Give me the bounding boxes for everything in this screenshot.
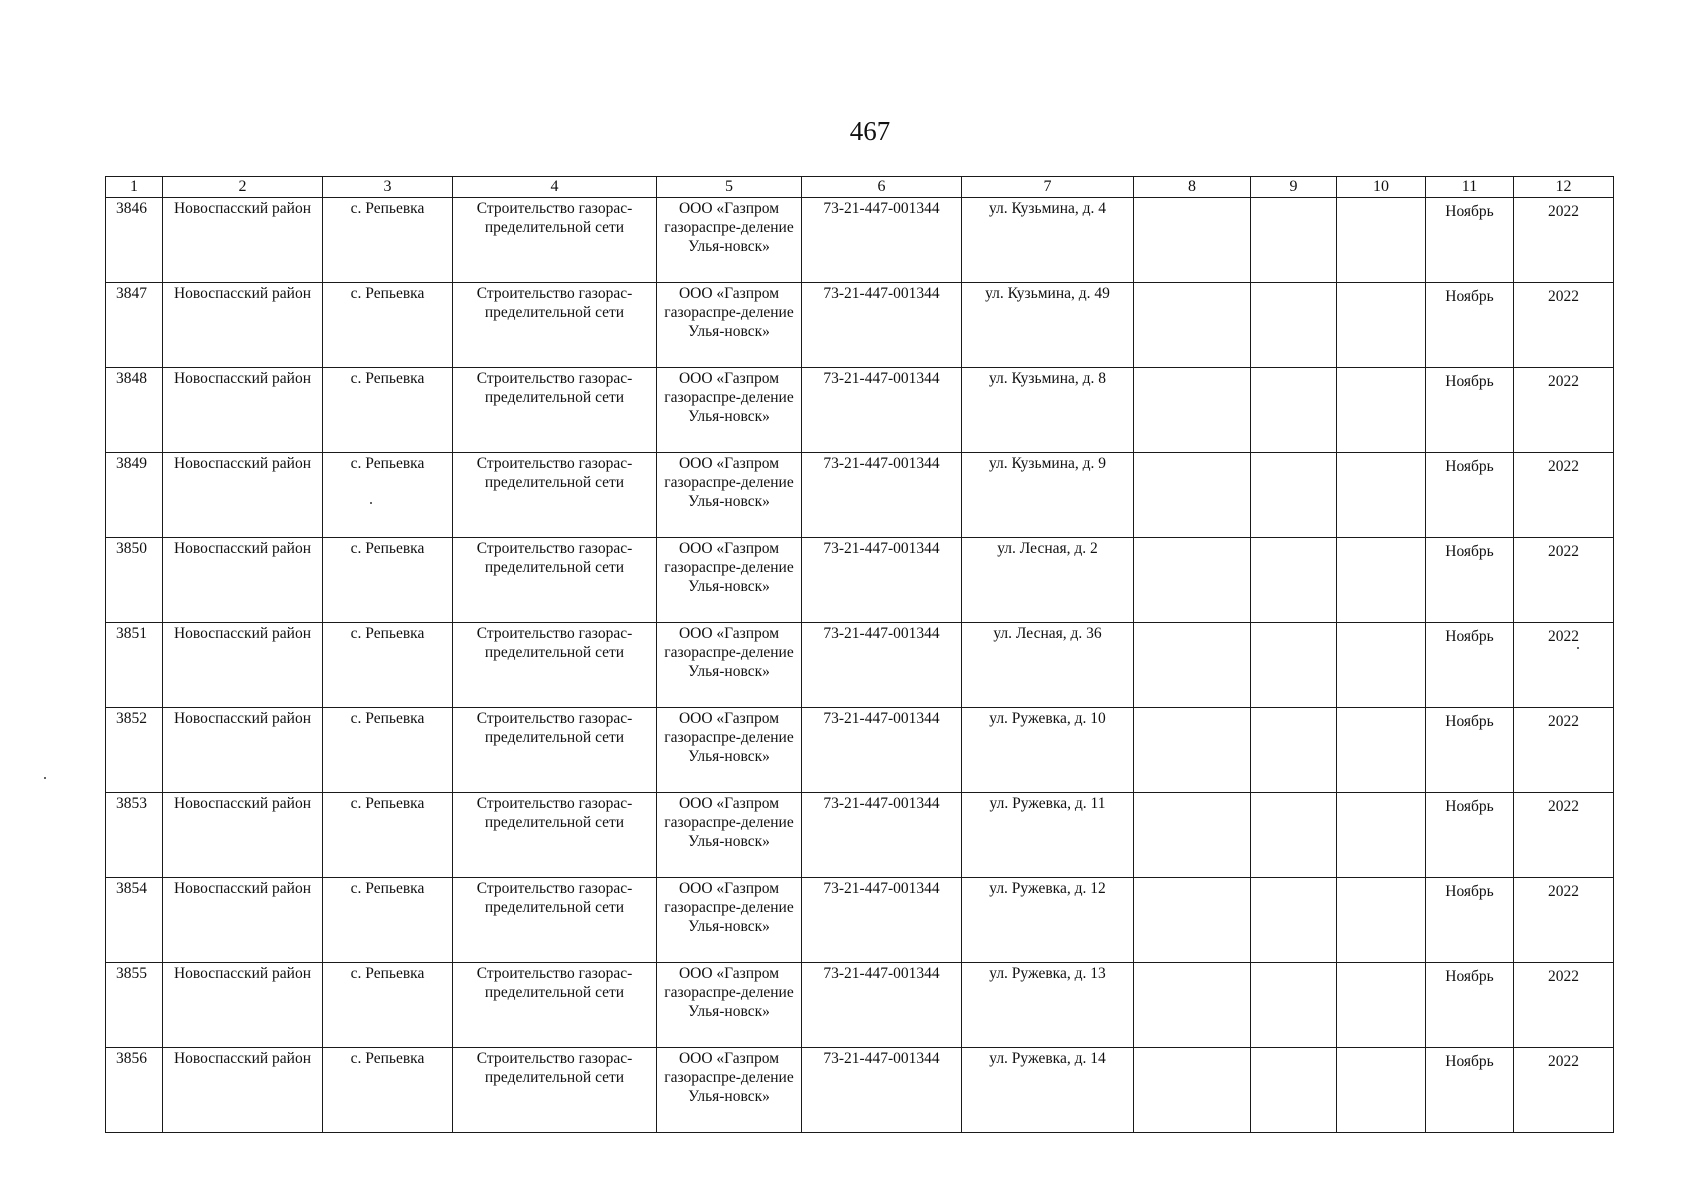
address-cell: ул. Кузьмина, д. 4: [962, 198, 1134, 283]
column-8-cell: [1134, 623, 1251, 708]
column-8-cell: [1134, 878, 1251, 963]
month-cell: Ноябрь: [1426, 963, 1514, 1048]
work-type-cell: Строительство газорас-пределительной сети: [453, 453, 657, 538]
object-code-cell: 73-21-447-001344: [802, 708, 962, 793]
district-cell: Новоспасский район: [163, 538, 323, 623]
month-cell: Ноябрь: [1426, 283, 1514, 368]
organization-cell: ООО «Газпром газораспре-деление Улья-новск»: [657, 283, 802, 368]
column-8-cell: [1134, 793, 1251, 878]
column-10-cell: [1337, 1048, 1426, 1133]
column-8-cell: [1134, 283, 1251, 368]
work-type-cell: Строительство газорас-пределительной сети: [453, 708, 657, 793]
table-row: [106, 538, 1614, 623]
month-cell: Ноябрь: [1426, 878, 1514, 963]
object-code-cell: 73-21-447-001344: [802, 623, 962, 708]
address-cell: ул. Ружевка, д. 12: [962, 878, 1134, 963]
settlement-cell: с. Репьевка: [323, 963, 453, 1048]
column-8-cell: [1134, 1048, 1251, 1133]
column-10-cell: [1337, 283, 1426, 368]
column-header-4: 4: [453, 177, 657, 198]
table-row: [106, 963, 1614, 1048]
table-row: [106, 708, 1614, 793]
column-10-cell: [1337, 878, 1426, 963]
record-number: 3855: [106, 963, 163, 1048]
table-body: [106, 198, 1614, 1133]
object-code-cell: 73-21-447-001344: [802, 368, 962, 453]
column-header-9: 9: [1251, 177, 1337, 198]
work-type-cell: Строительство газорас-пределительной сети: [453, 963, 657, 1048]
column-header-1: 1: [106, 177, 163, 198]
column-8-cell: [1134, 453, 1251, 538]
column-8-cell: [1134, 198, 1251, 283]
column-10-cell: [1337, 708, 1426, 793]
record-number: 3846: [106, 198, 163, 283]
scan-speck: [1577, 647, 1579, 649]
year-cell: 2022: [1514, 1048, 1614, 1133]
column-number-row: [106, 177, 1614, 198]
month-cell: Ноябрь: [1426, 198, 1514, 283]
settlement-cell: с. Репьевка: [323, 368, 453, 453]
column-9-cell: [1251, 368, 1337, 453]
record-number: 3853: [106, 793, 163, 878]
organization-cell: ООО «Газпром газораспре-деление Улья-новск»: [657, 708, 802, 793]
column-9-cell: [1251, 623, 1337, 708]
column-10-cell: [1337, 538, 1426, 623]
record-number: 3854: [106, 878, 163, 963]
organization-cell: ООО «Газпром газораспре-деление Улья-новск»: [657, 198, 802, 283]
organization-cell: ООО «Газпром газораспре-деление Улья-новск»: [657, 793, 802, 878]
work-type-cell: Строительство газорас-пределительной сети: [453, 623, 657, 708]
record-number: 3851: [106, 623, 163, 708]
address-cell: ул. Кузьмина, д. 9: [962, 453, 1134, 538]
column-header-5: 5: [657, 177, 802, 198]
scan-speck: [44, 777, 46, 779]
work-type-cell: Строительство газорас-пределительной сети: [453, 283, 657, 368]
district-cell: Новоспасский район: [163, 198, 323, 283]
column-10-cell: [1337, 198, 1426, 283]
district-cell: Новоспасский район: [163, 793, 323, 878]
address-cell: ул. Лесная, д. 36: [962, 623, 1134, 708]
column-9-cell: [1251, 283, 1337, 368]
column-9-cell: [1251, 963, 1337, 1048]
settlement-cell: с. Репьевка: [323, 793, 453, 878]
work-type-cell: Строительство газорас-пределительной сети: [453, 198, 657, 283]
column-9-cell: [1251, 1048, 1337, 1133]
page-number: 467: [849, 116, 891, 146]
settlement-cell: с. Репьевка: [323, 878, 453, 963]
month-cell: Ноябрь: [1426, 453, 1514, 538]
settlement-cell: с. Репьевка: [323, 538, 453, 623]
table-row: [106, 283, 1614, 368]
object-code-cell: 73-21-447-001344: [802, 283, 962, 368]
column-header-11: 11: [1426, 177, 1514, 198]
column-header-6: 6: [802, 177, 962, 198]
object-code-cell: 73-21-447-001344: [802, 878, 962, 963]
work-type-cell: Строительство газорас-пределительной сети: [453, 368, 657, 453]
year-cell: 2022: [1514, 368, 1614, 453]
object-code-cell: 73-21-447-001344: [802, 198, 962, 283]
address-cell: ул. Кузьмина, д. 49: [962, 283, 1134, 368]
address-cell: ул. Кузьмина, д. 8: [962, 368, 1134, 453]
table-row: [106, 453, 1614, 538]
object-code-cell: 73-21-447-001344: [802, 793, 962, 878]
organization-cell: ООО «Газпром газораспре-деление Улья-новск»: [657, 538, 802, 623]
organization-cell: ООО «Газпром газораспре-деление Улья-новск»: [657, 878, 802, 963]
year-cell: 2022: [1514, 793, 1614, 878]
organization-cell: ООО «Газпром газораспре-деление Улья-новск»: [657, 963, 802, 1048]
year-cell: 2022: [1514, 623, 1614, 708]
address-cell: ул. Ружевка, д. 13: [962, 963, 1134, 1048]
column-header-3: 3: [323, 177, 453, 198]
column-9-cell: [1251, 708, 1337, 793]
month-cell: Ноябрь: [1426, 368, 1514, 453]
record-number: 3852: [106, 708, 163, 793]
address-cell: ул. Ружевка, д. 11: [962, 793, 1134, 878]
column-8-cell: [1134, 708, 1251, 793]
year-cell: 2022: [1514, 538, 1614, 623]
table-row: [106, 878, 1614, 963]
record-number: 3848: [106, 368, 163, 453]
month-cell: Ноябрь: [1426, 1048, 1514, 1133]
scan-speck: [370, 502, 372, 504]
year-cell: 2022: [1514, 878, 1614, 963]
month-cell: Ноябрь: [1426, 708, 1514, 793]
column-9-cell: [1251, 198, 1337, 283]
record-number: 3856: [106, 1048, 163, 1133]
gas-network-register-table: [105, 176, 1614, 1133]
address-cell: ул. Ружевка, д. 14: [962, 1048, 1134, 1133]
column-9-cell: [1251, 793, 1337, 878]
district-cell: Новоспасский район: [163, 453, 323, 538]
work-type-cell: Строительство газорас-пределительной сети: [453, 538, 657, 623]
object-code-cell: 73-21-447-001344: [802, 1048, 962, 1133]
year-cell: 2022: [1514, 453, 1614, 538]
column-header-2: 2: [163, 177, 323, 198]
district-cell: Новоспасский район: [163, 283, 323, 368]
district-cell: Новоспасский район: [163, 1048, 323, 1133]
district-cell: Новоспасский район: [163, 963, 323, 1048]
column-10-cell: [1337, 453, 1426, 538]
table-row: [106, 623, 1614, 708]
month-cell: Ноябрь: [1426, 538, 1514, 623]
object-code-cell: 73-21-447-001344: [802, 963, 962, 1048]
district-cell: Новоспасский район: [163, 708, 323, 793]
record-number: 3849: [106, 453, 163, 538]
address-cell: ул. Лесная, д. 2: [962, 538, 1134, 623]
address-cell: ул. Ружевка, д. 10: [962, 708, 1134, 793]
year-cell: 2022: [1514, 963, 1614, 1048]
record-number: 3847: [106, 283, 163, 368]
settlement-cell: с. Репьевка: [323, 708, 453, 793]
column-header-7: 7: [962, 177, 1134, 198]
column-8-cell: [1134, 368, 1251, 453]
column-header-10: 10: [1337, 177, 1426, 198]
district-cell: Новоспасский район: [163, 623, 323, 708]
year-cell: 2022: [1514, 198, 1614, 283]
column-9-cell: [1251, 538, 1337, 623]
district-cell: Новоспасский район: [163, 878, 323, 963]
object-code-cell: 73-21-447-001344: [802, 453, 962, 538]
organization-cell: ООО «Газпром газораспре-деление Улья-новск»: [657, 623, 802, 708]
column-header-8: 8: [1134, 177, 1251, 198]
settlement-cell: с. Репьевка: [323, 453, 453, 538]
settlement-cell: с. Репьевка: [323, 623, 453, 708]
record-number: 3850: [106, 538, 163, 623]
column-10-cell: [1337, 793, 1426, 878]
settlement-cell: с. Репьевка: [323, 198, 453, 283]
district-cell: Новоспасский район: [163, 368, 323, 453]
organization-cell: ООО «Газпром газораспре-деление Улья-новск»: [657, 368, 802, 453]
table-header: [106, 177, 1614, 198]
work-type-cell: Строительство газорас-пределительной сети: [453, 878, 657, 963]
column-9-cell: [1251, 878, 1337, 963]
organization-cell: ООО «Газпром газораспре-деление Улья-новск»: [657, 453, 802, 538]
column-10-cell: [1337, 368, 1426, 453]
month-cell: Ноябрь: [1426, 623, 1514, 708]
column-8-cell: [1134, 963, 1251, 1048]
year-cell: 2022: [1514, 283, 1614, 368]
table-row: [106, 1048, 1614, 1133]
month-cell: Ноябрь: [1426, 793, 1514, 878]
column-header-12: 12: [1514, 177, 1614, 198]
column-10-cell: [1337, 963, 1426, 1048]
settlement-cell: с. Репьевка: [323, 283, 453, 368]
table-row: [106, 368, 1614, 453]
year-cell: 2022: [1514, 708, 1614, 793]
settlement-cell: с. Репьевка: [323, 1048, 453, 1133]
column-9-cell: [1251, 453, 1337, 538]
column-10-cell: [1337, 623, 1426, 708]
table-row: [106, 198, 1614, 283]
organization-cell: ООО «Газпром газораспре-деление Улья-новск»: [657, 1048, 802, 1133]
table-row: [106, 793, 1614, 878]
work-type-cell: Строительство газорас-пределительной сети: [453, 793, 657, 878]
work-type-cell: Строительство газорас-пределительной сети: [453, 1048, 657, 1133]
object-code-cell: 73-21-447-001344: [802, 538, 962, 623]
column-8-cell: [1134, 538, 1251, 623]
